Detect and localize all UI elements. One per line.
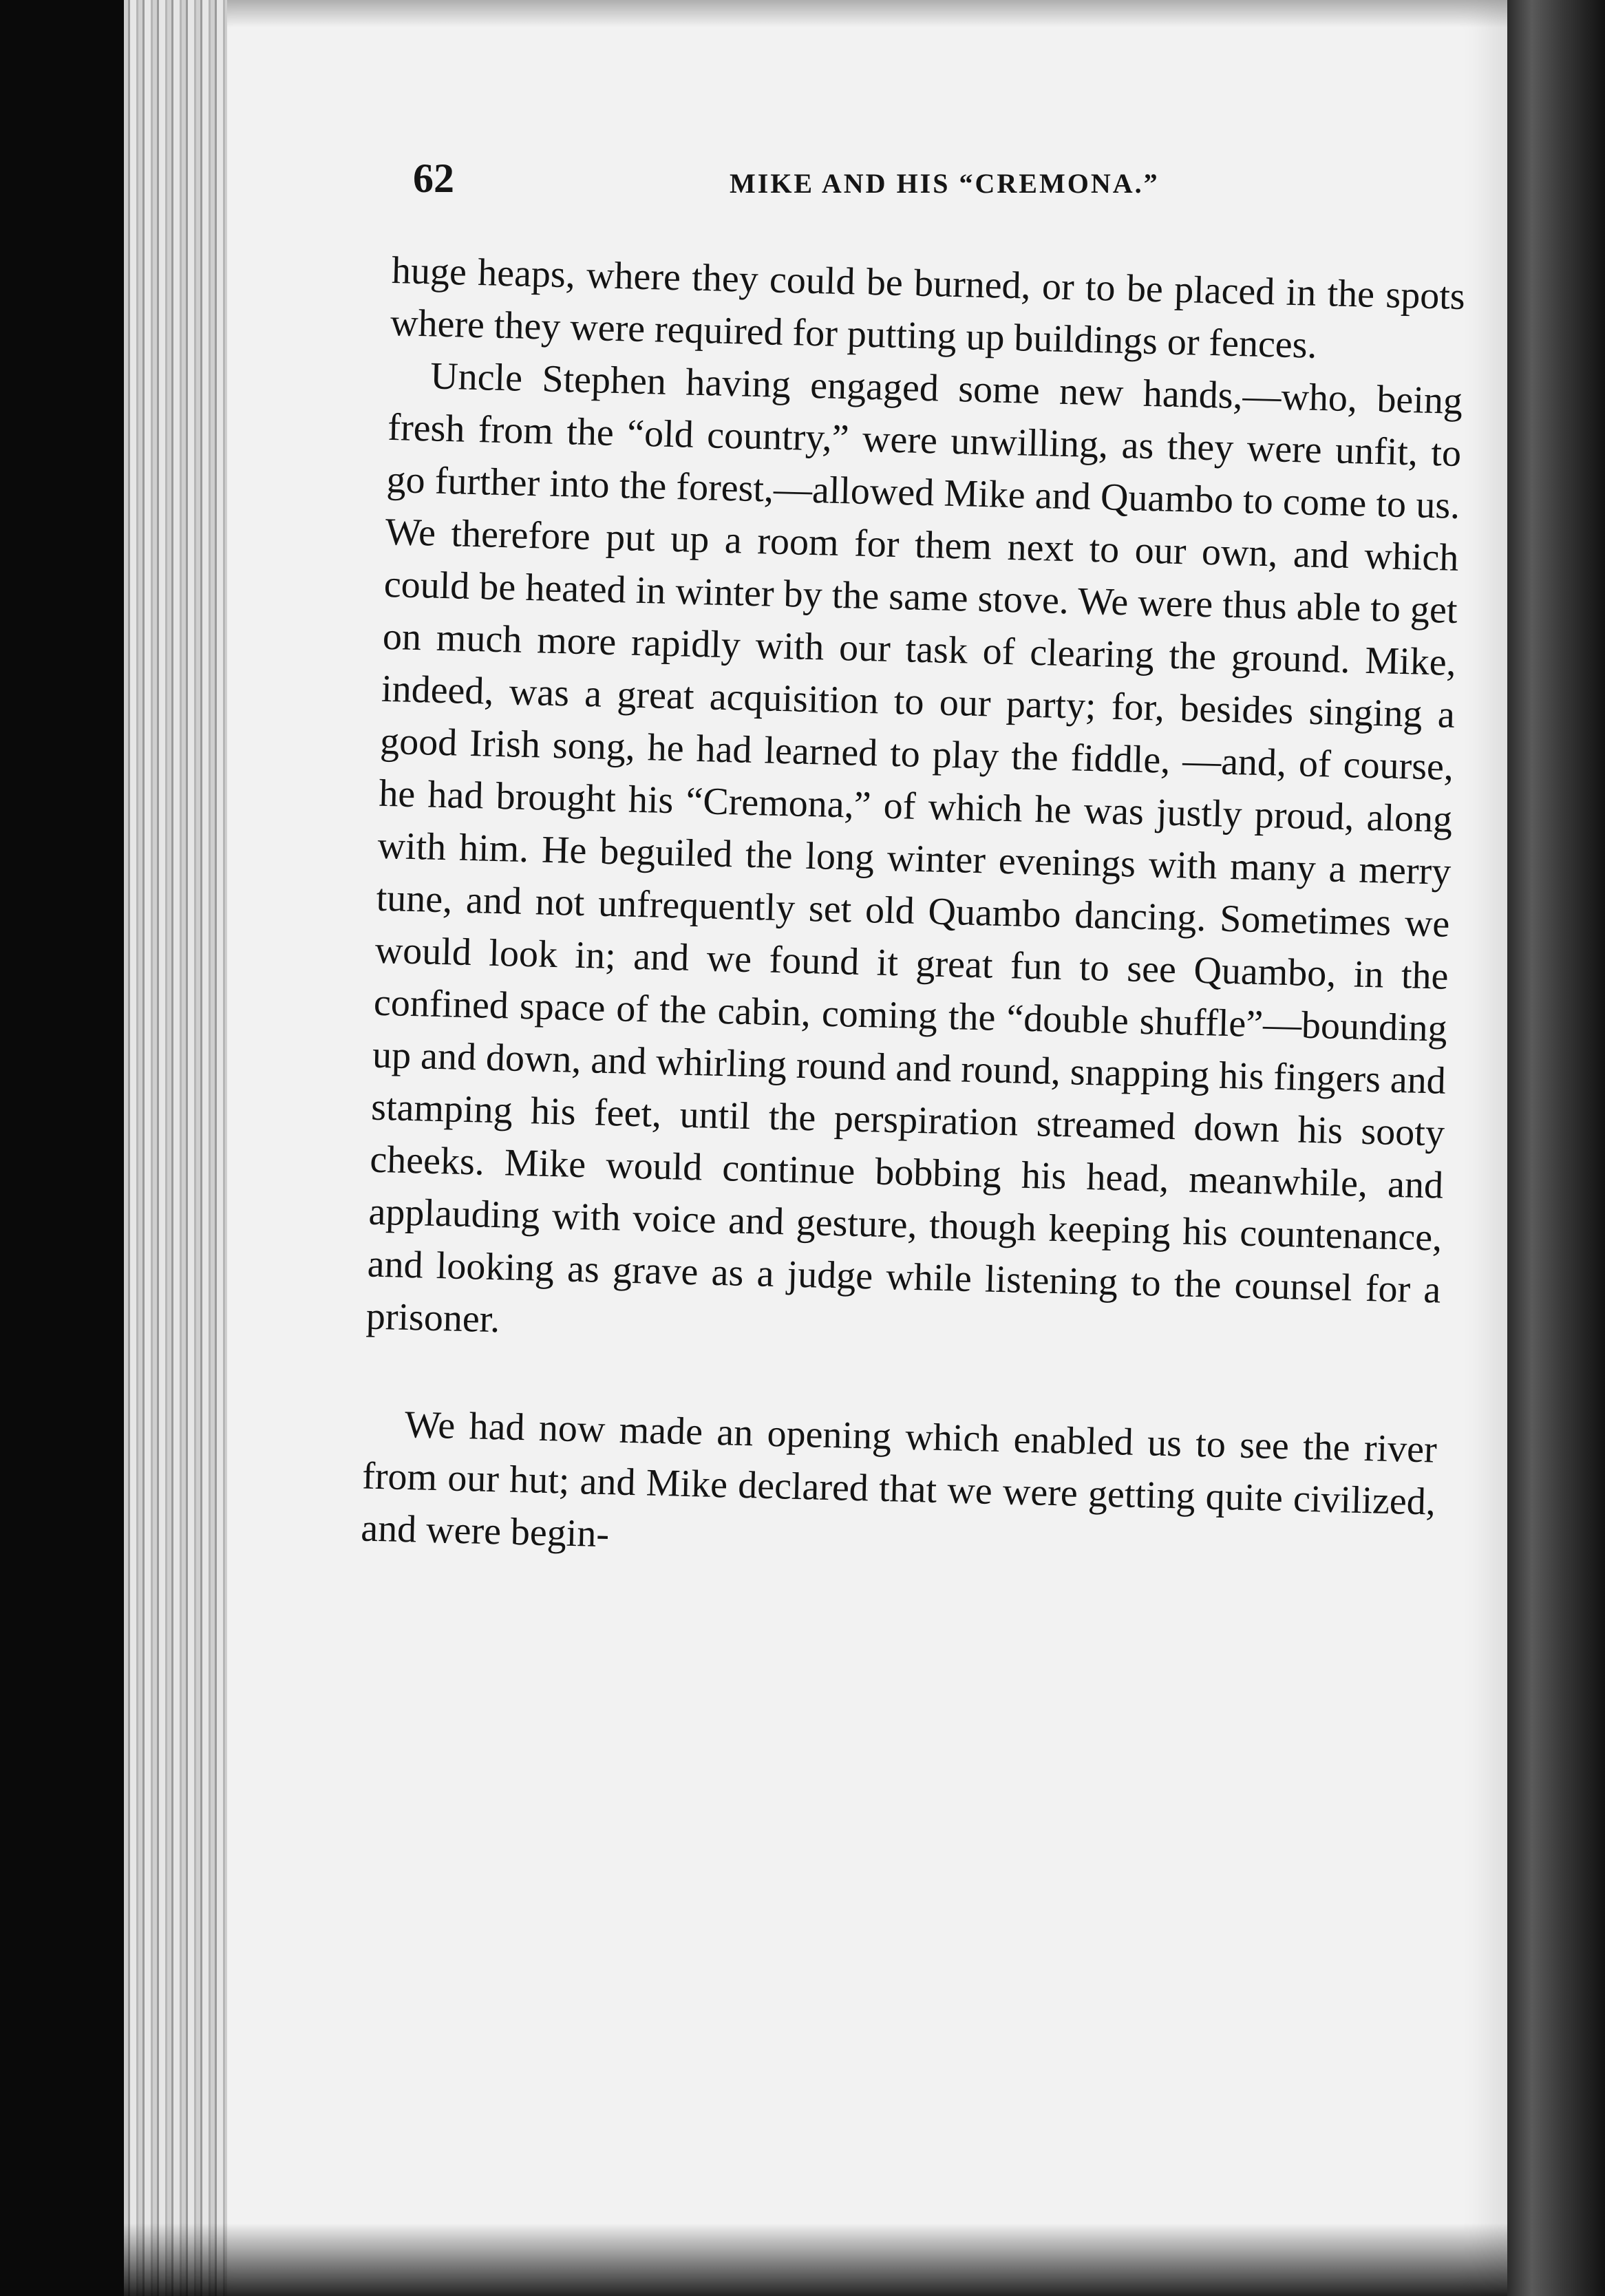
running-title: MIKE AND HIS “CREMONA.” — [730, 168, 1160, 199]
binding-gutter — [1507, 0, 1605, 2296]
running-head — [413, 155, 1445, 217]
body-text — [360, 244, 1465, 1581]
paragraph-uncle-stephen: Uncle Stephen having engaged some new hands,—who, being fresh from the “old country,” were unwilling, as they were unfit, to go further into the forest,—allowed Mike and Quambo to come to us. We therefore put up a room for them next to our own, and which could be heated in winter by the same stove. We were thus able to get on much more rapidly with our task of clearing the ground. Mike, indeed, was a great acquisition to our party; for, besides singing a good Irish song, he had learned to play the fiddle, —and, of course, he had brought his “Cremona,” of which he was justly proud, along with him. He beguiled the long winter evenings with many a merry tune, and not unfrequently set old Quambo dancing. Sometimes we would look in; and we found it great fun to see Quambo, in the confined space of the cabin, coming the “double shuffle”—bounding up and down, and whirling round and round, snapping his fingers and stamping his feet, until the perspiration streamed down his sooty cheeks. Mike would continue bobbing his head, meanwhile, and applauding with voice and gesture, though keeping his countenance, and looking as grave as a judge while listening to the counsel for a prisoner. — [365, 354, 1463, 1341]
page-number: 62 — [413, 156, 454, 201]
paragraph-opening: We had now made an opening which enabled us to see the river from our hut; and Mike declared that we were getting quite civilized, and were begin- — [360, 1403, 1438, 1556]
paragraph-continuation: huge heaps, where they could be burned, or to be placed in the spots where they were required for putting up buildings or fences. — [390, 248, 1466, 367]
top-shadow — [227, 0, 1507, 28]
bottom-shadow — [124, 2223, 1507, 2296]
